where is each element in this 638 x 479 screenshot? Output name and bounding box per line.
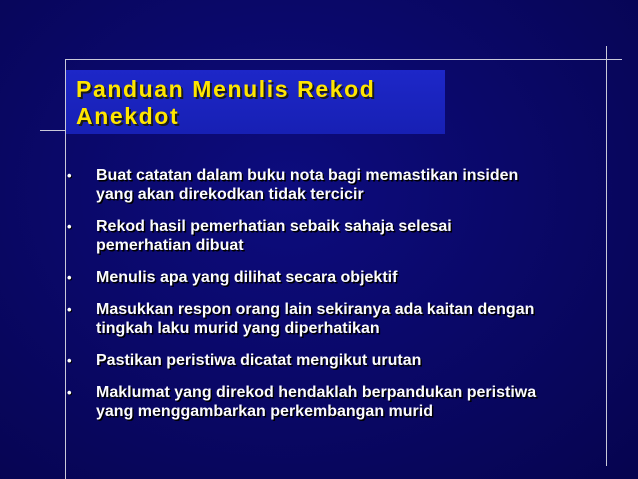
bullet-item — [0, 383, 600, 421]
bullet-text-line: pemerhatian dibuat — [96, 237, 244, 254]
bullet-text-line: tingkah laku murid yang diperhatikan — [96, 320, 380, 337]
bullet-item — [0, 268, 600, 287]
frame-line-top — [66, 59, 622, 60]
bullet-icon: • — [67, 168, 72, 183]
bullet-text-line: Maklumat yang direkod hendaklah berpandukan peristiwa — [96, 384, 537, 401]
bullet-text-line: Masukkan respon orang lain sekiranya ada kaitan dengan — [96, 301, 535, 318]
bullet-item — [0, 217, 600, 255]
frame-line-right — [606, 46, 607, 466]
bullet-item — [0, 166, 600, 204]
bullet-text-line: Rekod hasil pemerhatian sebaik sahaja selesai — [96, 218, 452, 235]
title-line: Panduan Menulis Rekod — [76, 76, 376, 102]
title-line: Anekdot — [76, 103, 180, 129]
bullet-item — [0, 351, 600, 370]
bullet-icon: • — [67, 302, 72, 317]
bullet-item — [0, 300, 600, 338]
bullet-text-line: Menulis apa yang dilihat secara objektif — [96, 269, 398, 286]
bullet-icon: • — [67, 353, 72, 368]
bullet-text-line: yang menggambarkan perkembangan murid — [96, 403, 433, 420]
bullet-text-line: yang akan direkodkan tidak tercicir — [96, 186, 364, 203]
bullet-text-line: Pastikan peristiwa dicatat mengikut urutan — [96, 352, 422, 369]
bullet-icon: • — [67, 219, 72, 234]
slide-title — [76, 76, 456, 130]
bullet-icon: • — [67, 270, 72, 285]
bullet-text-line: Buat catatan dalam buku nota bagi memastikan insiden — [96, 167, 519, 184]
bullet-list — [0, 166, 600, 434]
bullet-icon: • — [67, 385, 72, 400]
